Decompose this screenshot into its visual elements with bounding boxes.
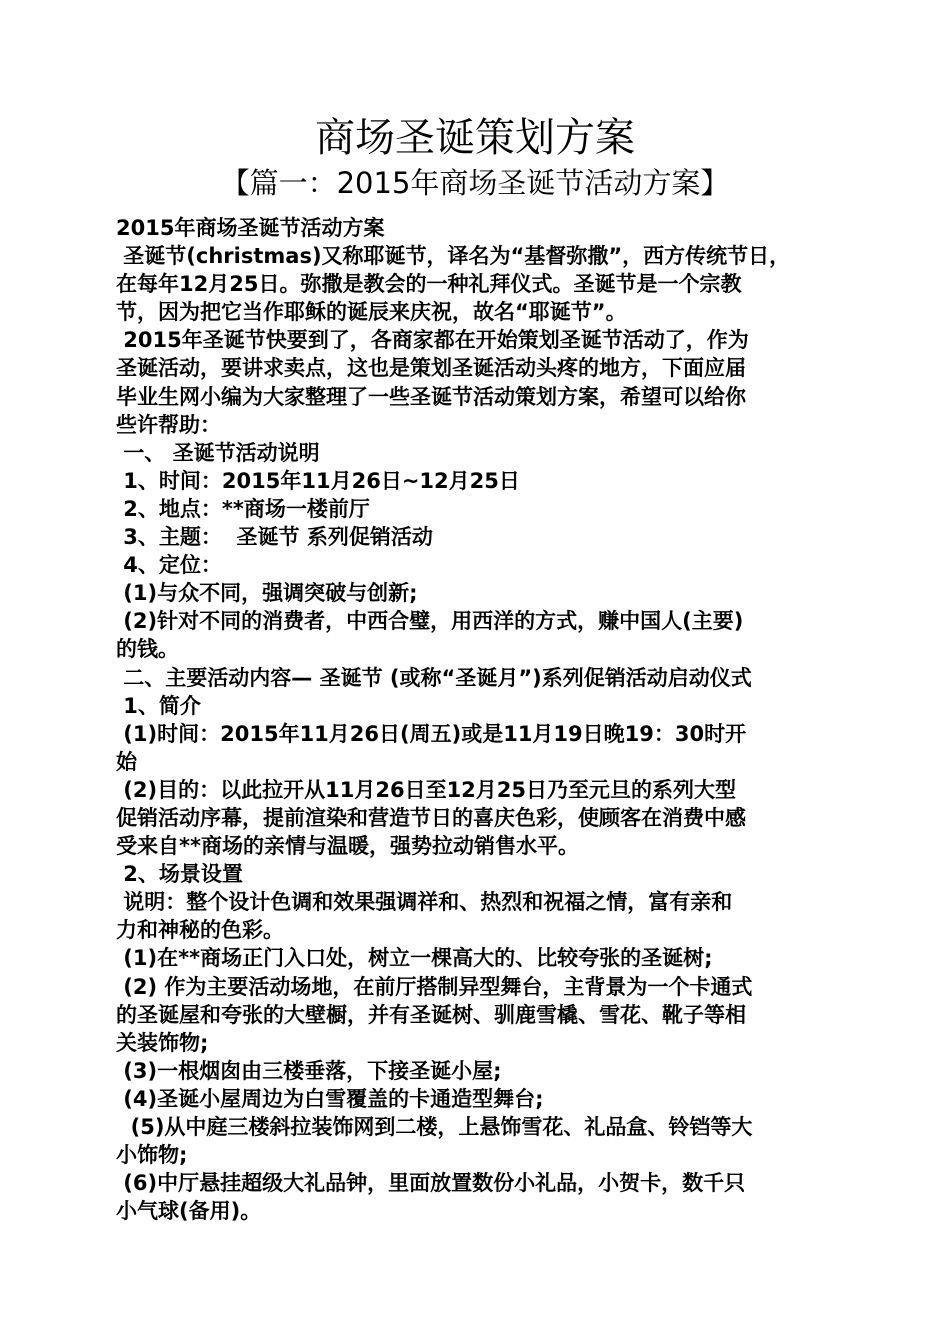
- body-line: 2、场景设置: [116, 862, 243, 887]
- section-heading: 一、 圣诞节活动说明: [116, 440, 320, 465]
- body-line: 毕业生网小编为大家整理了一些圣诞节活动策划方案，希望可以给你: [116, 384, 746, 409]
- body-line: 说明：整个设计色调和效果强调祥和、热烈和祝福之情，富有亲和: [116, 890, 733, 915]
- body-line: (2)针对不同的消费者，中西合璧，用西洋的方式，赚中国人(主要): [116, 609, 744, 634]
- body-line: 始: [116, 749, 137, 774]
- body-line: (1)时间：2015年11月26日(周五)或是11月19日晚19：30时开: [116, 721, 747, 746]
- body-line: (2)目的：以此拉开从11月26日至12月25日乃至元旦的系列大型: [116, 777, 737, 802]
- body-line: 的圣诞屋和夸张的大壁橱，并有圣诞树、驯鹿雪橇、雪花、靴子等相: [116, 1002, 746, 1027]
- document-title: 商场圣诞策划方案: [315, 115, 635, 161]
- body-line: (3)一根烟囱由三楼垂落，下接圣诞小屋;: [116, 1058, 502, 1083]
- body-line: (1)在**商场正门入口处，树立一棵高大的、比较夸张的圣诞树;: [116, 946, 713, 971]
- body-line: 在每年12月25日。弥撒是教会的一种礼拜仪式。圣诞节是一个宗教: [116, 272, 742, 297]
- body-line: (5)从中庭三楼斜拉装饰网到二楼，上悬饰雪花、礼品盒、铃铛等大: [116, 1115, 753, 1139]
- section-heading: 二、主要活动内容— 圣诞节 (或称“圣诞月”)系列促销活动启动仪式: [116, 665, 752, 690]
- body-line: 些许帮助：: [116, 412, 221, 437]
- body-line: 关装饰物;: [116, 1030, 209, 1055]
- document-body: [116, 214, 838, 1225]
- body-line: 受来自**商场的亲情与温暖，强势拉动销售水平。: [116, 834, 579, 859]
- body-line: 3、主题： 圣诞节 系列促销活动: [116, 525, 433, 550]
- body-line: 力和神秘的色彩。: [116, 918, 284, 943]
- body-line: 1、简介: [116, 693, 201, 718]
- body-line: 2015年圣诞节快要到了，各商家都在开始策划圣诞节活动了，作为: [116, 328, 749, 353]
- body-line: 4、定位：: [116, 553, 222, 578]
- body-line: 促销活动序幕，提前渲染和营造节日的喜庆色彩，使顾客在消费中感: [116, 805, 746, 830]
- document-subtitle: 【篇一：2015年商场圣诞节活动方案】: [220, 166, 730, 200]
- body-line: (2) 作为主要活动场地，在前厅搭制异型舞台，主背景为一个卡通式: [116, 974, 753, 999]
- body-line: (4)圣诞小屋周边为白雪覆盖的卡通造型舞台;: [116, 1086, 544, 1111]
- body-line: (6)中厅悬挂超级大礼品钟，里面放置数份小礼品，小贺卡，数千只: [116, 1171, 746, 1196]
- body-line: 2、地点：**商场一楼前厅: [116, 496, 370, 521]
- body-line: 1、时间：2015年11月26日~12月25日: [116, 468, 520, 493]
- body-line: 圣诞节(christmas)又称耶诞节，译名为“基督弥撒”，西方传统节日，: [116, 244, 791, 269]
- body-line: 的钱。: [116, 637, 179, 662]
- body-line: 小气球(备用)。: [116, 1199, 262, 1224]
- body-line: 圣诞活动，要讲求卖点，这也是策划圣诞活动头疼的地方，下面应届: [116, 356, 746, 381]
- body-line: 节，因为把它当作耶稣的诞辰来庆祝，故名“耶诞节”。: [116, 300, 627, 325]
- body-line: (1)与众不同，强调突破与创新;: [116, 581, 418, 606]
- body-line: 小饰物;: [116, 1143, 188, 1168]
- body-line: 2015年商场圣诞节活动方案: [116, 216, 385, 240]
